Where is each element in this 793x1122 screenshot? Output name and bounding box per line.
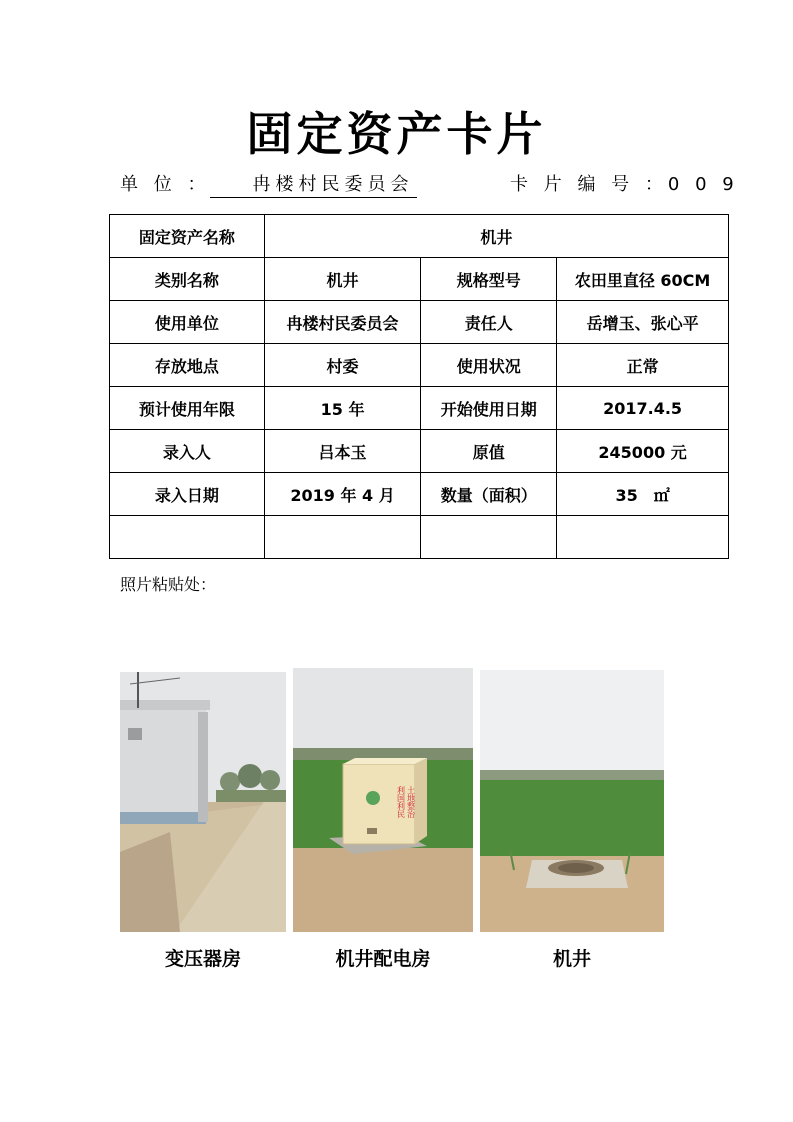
card-number-label: 卡 片 编 号 ： — [510, 174, 668, 195]
table-cell: 类别名称 — [110, 258, 265, 301]
table-cell — [421, 516, 557, 559]
table-cell: 岳增玉、张心平 — [557, 301, 729, 344]
table-cell: 机井 — [264, 215, 728, 258]
table-row — [110, 258, 729, 301]
table-row — [110, 387, 729, 430]
card-number-value: 0 0 9 — [667, 174, 739, 195]
table-cell — [110, 516, 265, 559]
table-cell: 责任人 — [421, 301, 557, 344]
table-cell: 35 ㎡ — [557, 473, 729, 516]
table-row — [110, 215, 729, 258]
transformer-house-photo — [120, 672, 286, 932]
table-row — [110, 473, 729, 516]
asset-table — [109, 214, 729, 559]
table-cell — [264, 516, 421, 559]
table-cell: 原值 — [421, 430, 557, 473]
unit-label: 单 位 ： — [120, 174, 211, 195]
table-row — [110, 344, 729, 387]
table-cell: 2017.4.5 — [557, 387, 729, 430]
unit-value: 冉楼村民委员会 — [210, 170, 417, 198]
table-cell: 机井 — [264, 258, 421, 301]
table-cell: 预计使用年限 — [110, 387, 265, 430]
table-cell: 农田里直径 60CM — [557, 258, 729, 301]
box-slogan-2: 利国利民 — [396, 786, 406, 818]
unit-field — [120, 170, 417, 198]
table-cell: 录入日期 — [110, 473, 265, 516]
table-row — [110, 516, 729, 559]
table-cell: 15 年 — [264, 387, 421, 430]
pump-power-box-photo — [293, 668, 473, 932]
table-cell — [557, 516, 729, 559]
table-cell: 开始使用日期 — [421, 387, 557, 430]
photo-caption-transformer: 变压器房 — [164, 948, 241, 970]
page-title: 固定资产卡片 — [246, 107, 547, 161]
card-number-field — [510, 170, 739, 196]
table-cell: 吕本玉 — [264, 430, 421, 473]
table-row — [110, 430, 729, 473]
table-row — [110, 301, 729, 344]
table-cell: 使用状况 — [421, 344, 557, 387]
table-cell: 存放地点 — [110, 344, 265, 387]
table-cell: 2019 年 4 月 — [264, 473, 421, 516]
photo-paste-label: 照片粘贴处： — [120, 575, 217, 594]
table-cell: 录入人 — [110, 430, 265, 473]
box-slogan-1: 土地整治 — [406, 786, 416, 818]
pump-well-photo — [480, 670, 664, 932]
table-cell: 正常 — [557, 344, 729, 387]
table-cell: 数量（面积） — [421, 473, 557, 516]
table-cell: 固定资产名称 — [110, 215, 265, 258]
table-cell: 使用单位 — [110, 301, 265, 344]
table-cell: 245000 元 — [557, 430, 729, 473]
photo-caption-well: 机井 — [552, 948, 591, 970]
photo-caption-power-room: 机井配电房 — [335, 948, 431, 970]
table-cell: 冉楼村民委员会 — [264, 301, 421, 344]
table-cell: 村委 — [264, 344, 421, 387]
table-cell: 规格型号 — [421, 258, 557, 301]
